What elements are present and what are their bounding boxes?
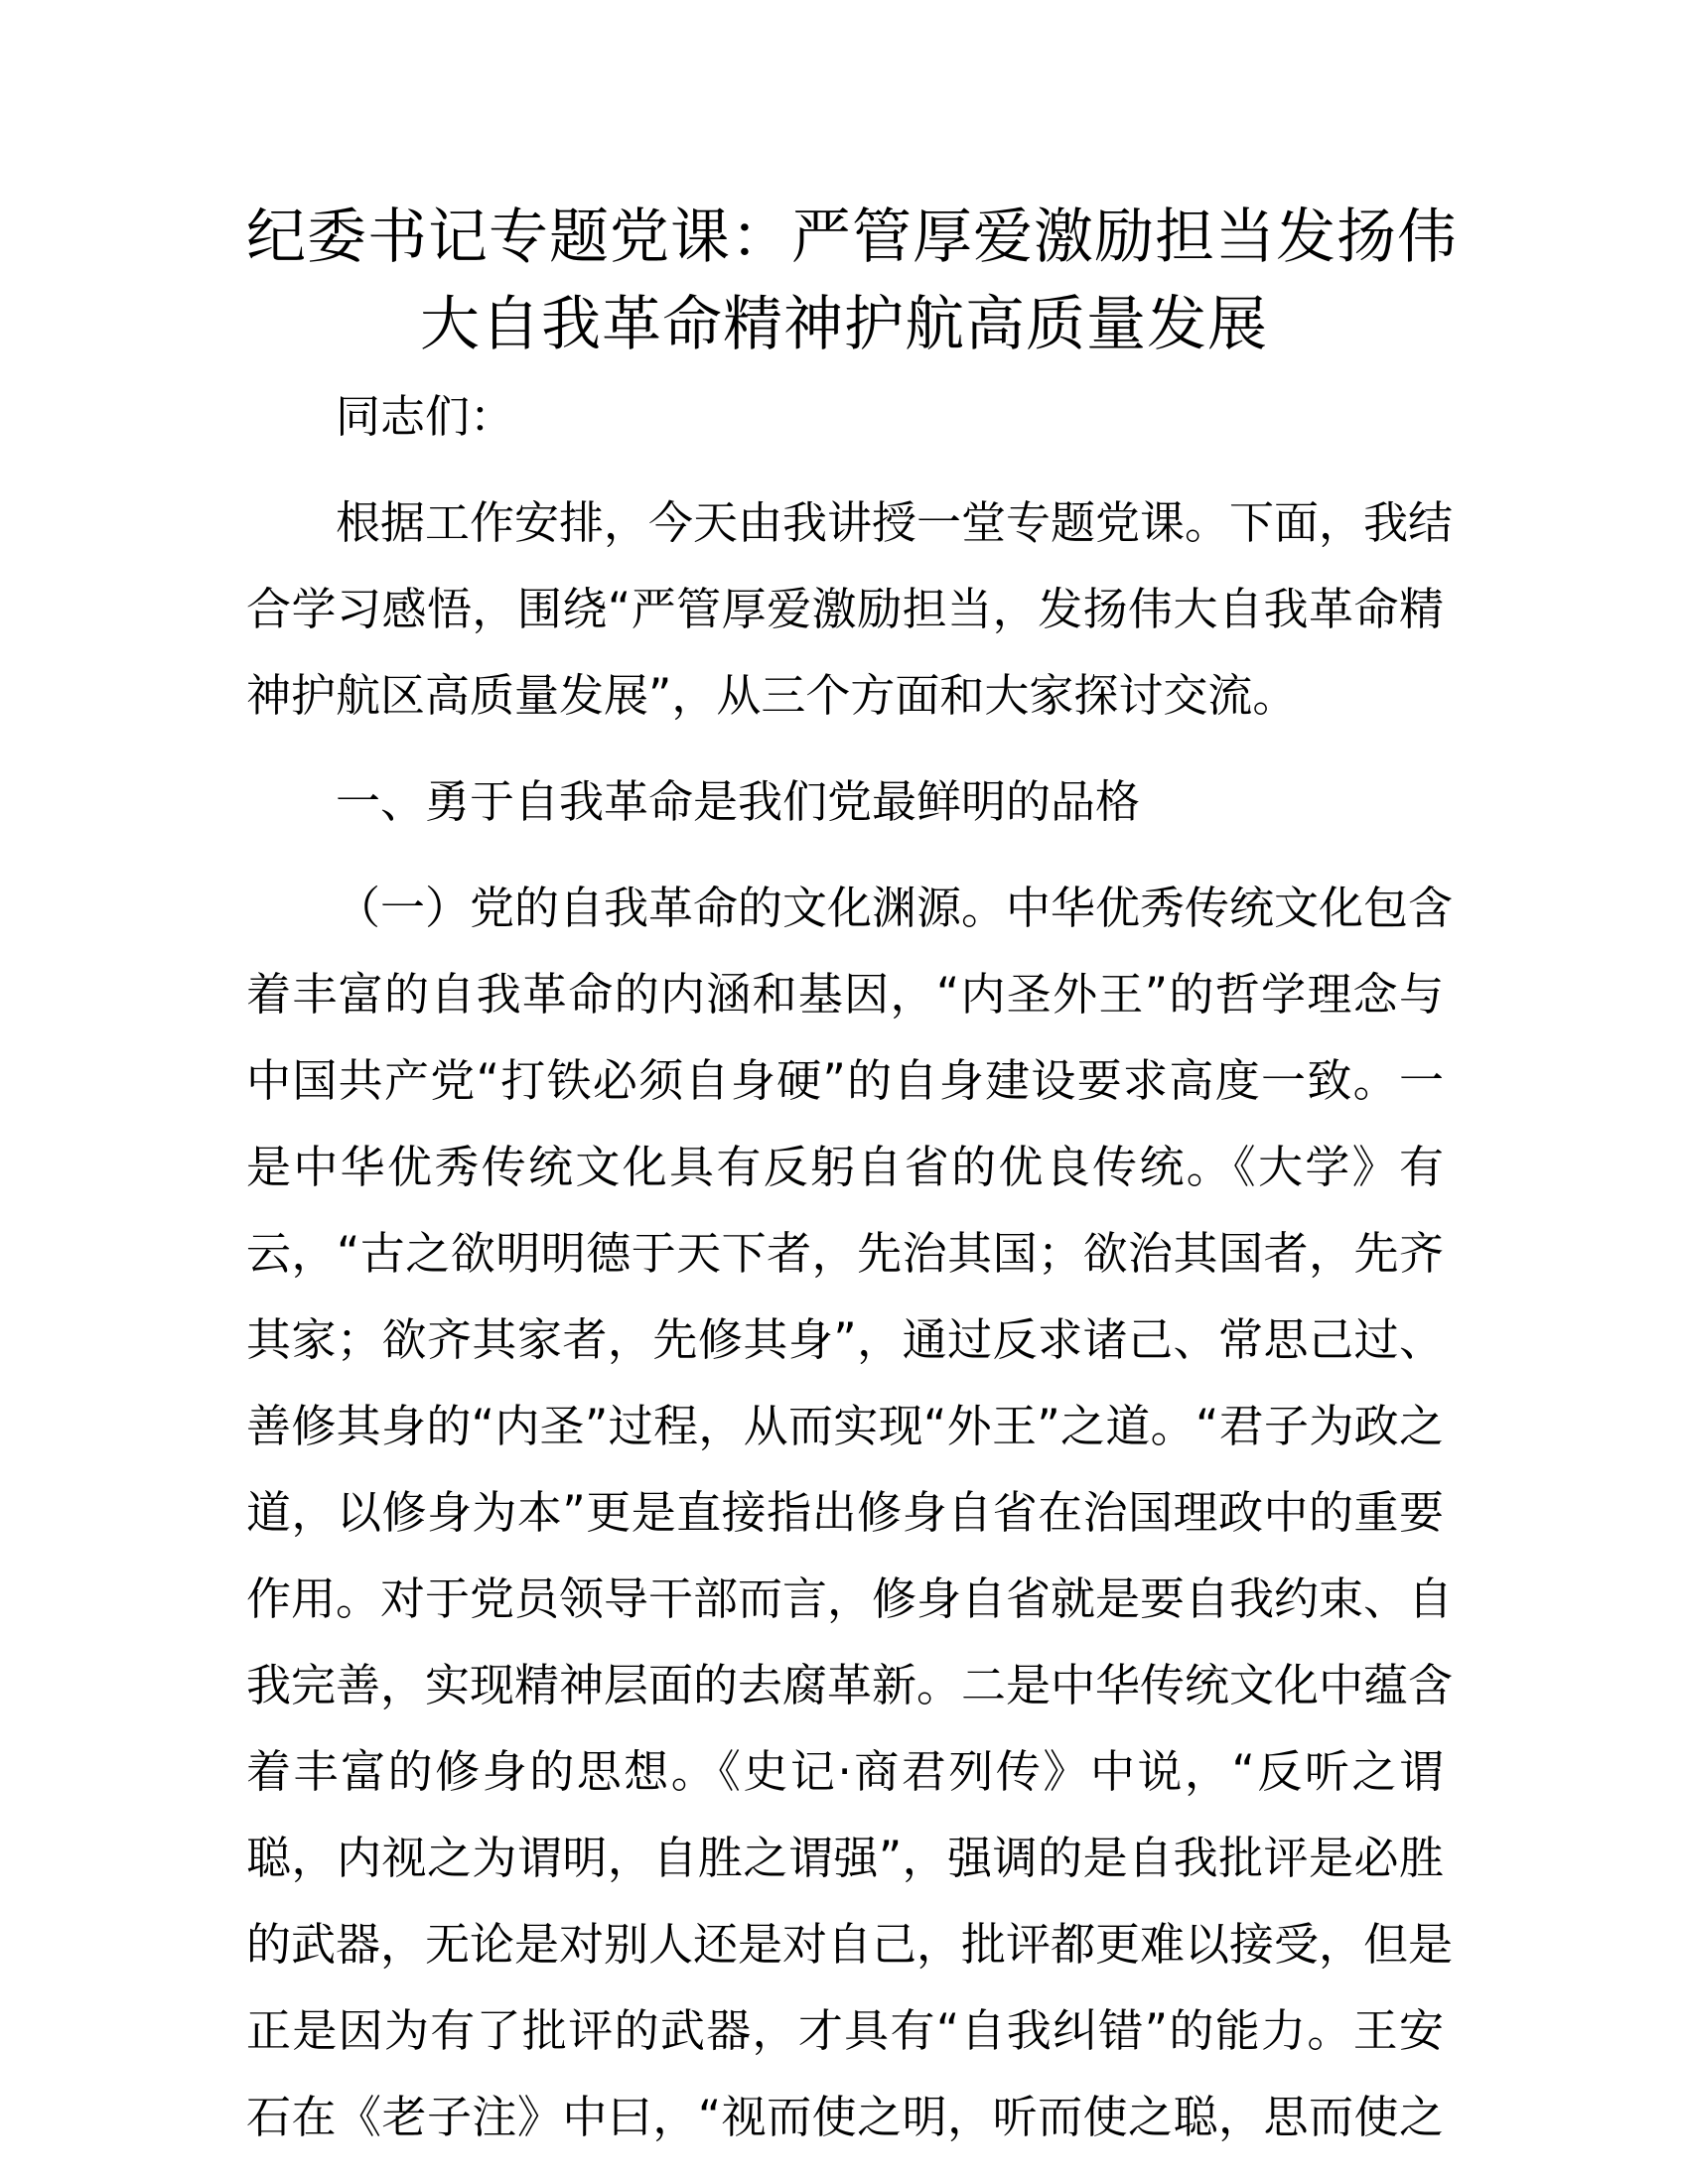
document-body — [246, 373, 1454, 2160]
paragraph-line: 的武器，无论是对别人还是对自己，批评都更难以接受，但是 — [246, 1918, 1454, 1971]
salutation: 同志们： — [336, 390, 515, 443]
paragraph-line: 其家；欲齐其家者，先修其身”，通过反求诸己、常思己过、 — [246, 1313, 1444, 1366]
paragraph-gap — [246, 460, 1444, 479]
paragraph-line: 道，以修身为本”更是直接指出修身自省在治国理政中的重要 — [246, 1486, 1444, 1539]
paragraph-line: 作用。对于党员领导干部而言，修身自省就是要自我约束、自 — [246, 1572, 1454, 1625]
paragraph-line: 正是因为有了批评的武器，才具有“自我纠错”的能力。王安 — [246, 2004, 1444, 2057]
paragraph-line: 我完善，实现精神层面的去腐革新。二是中华传统文化中蕴含 — [246, 1659, 1454, 1711]
paragraph-line: 根据工作安排，今天由我讲授一堂专题党课。下面，我结 — [336, 496, 1454, 549]
paragraph-gap — [246, 845, 1444, 865]
title-line: 纪委书记专题党课：严管厚爱激励担当发扬伟 — [246, 203, 1458, 272]
title-line: 大自我革命精神护航高质量发展 — [420, 290, 1268, 359]
paragraph-line: 石在《老子注》中曰，“视而使之明，听而使之聪，思而使之 — [246, 2091, 1444, 2143]
paragraph-line: 着丰富的修身的思想。《史记·商君列传》中说，“反听之谓 — [246, 1745, 1444, 1798]
paragraph-line: 着丰富的自我革命的内涵和基因，“内圣外王”的哲学理念与 — [246, 968, 1444, 1021]
paragraph-line: 善修其身的“内圣”过程，从而实现“外王”之道。“君子为政之 — [246, 1400, 1444, 1452]
document-title — [246, 194, 1458, 368]
paragraph-line: 聪，内视之为谓明，自胜之谓强”，强调的是自我批评是必胜 — [246, 1832, 1444, 1884]
paragraph-line: （一）党的自我革命的文化渊源。中华优秀传统文化包含 — [336, 882, 1454, 934]
paragraph-line: 神护航区高质量发展”，从三个方面和大家探讨交流。 — [246, 669, 1298, 722]
section-heading: 一、勇于自我革命是我们党最鲜明的品格 — [336, 775, 1141, 828]
paragraph-gap — [246, 739, 1444, 758]
paragraph-line: 是中华优秀传统文化具有反躬自省的优良传统。《大学》有 — [246, 1141, 1444, 1193]
paragraph-line: 云，“古之欲明明德于天下者，先治其国；欲治其国者，先齐 — [246, 1227, 1444, 1280]
paragraph-line: 合学习感悟，围绕“严管厚爱激励担当，发扬伟大自我革命精 — [246, 583, 1444, 635]
paragraph-line: 中国共产党“打铁必须自身硬”的自身建设要求高度一致。一 — [246, 1054, 1444, 1107]
